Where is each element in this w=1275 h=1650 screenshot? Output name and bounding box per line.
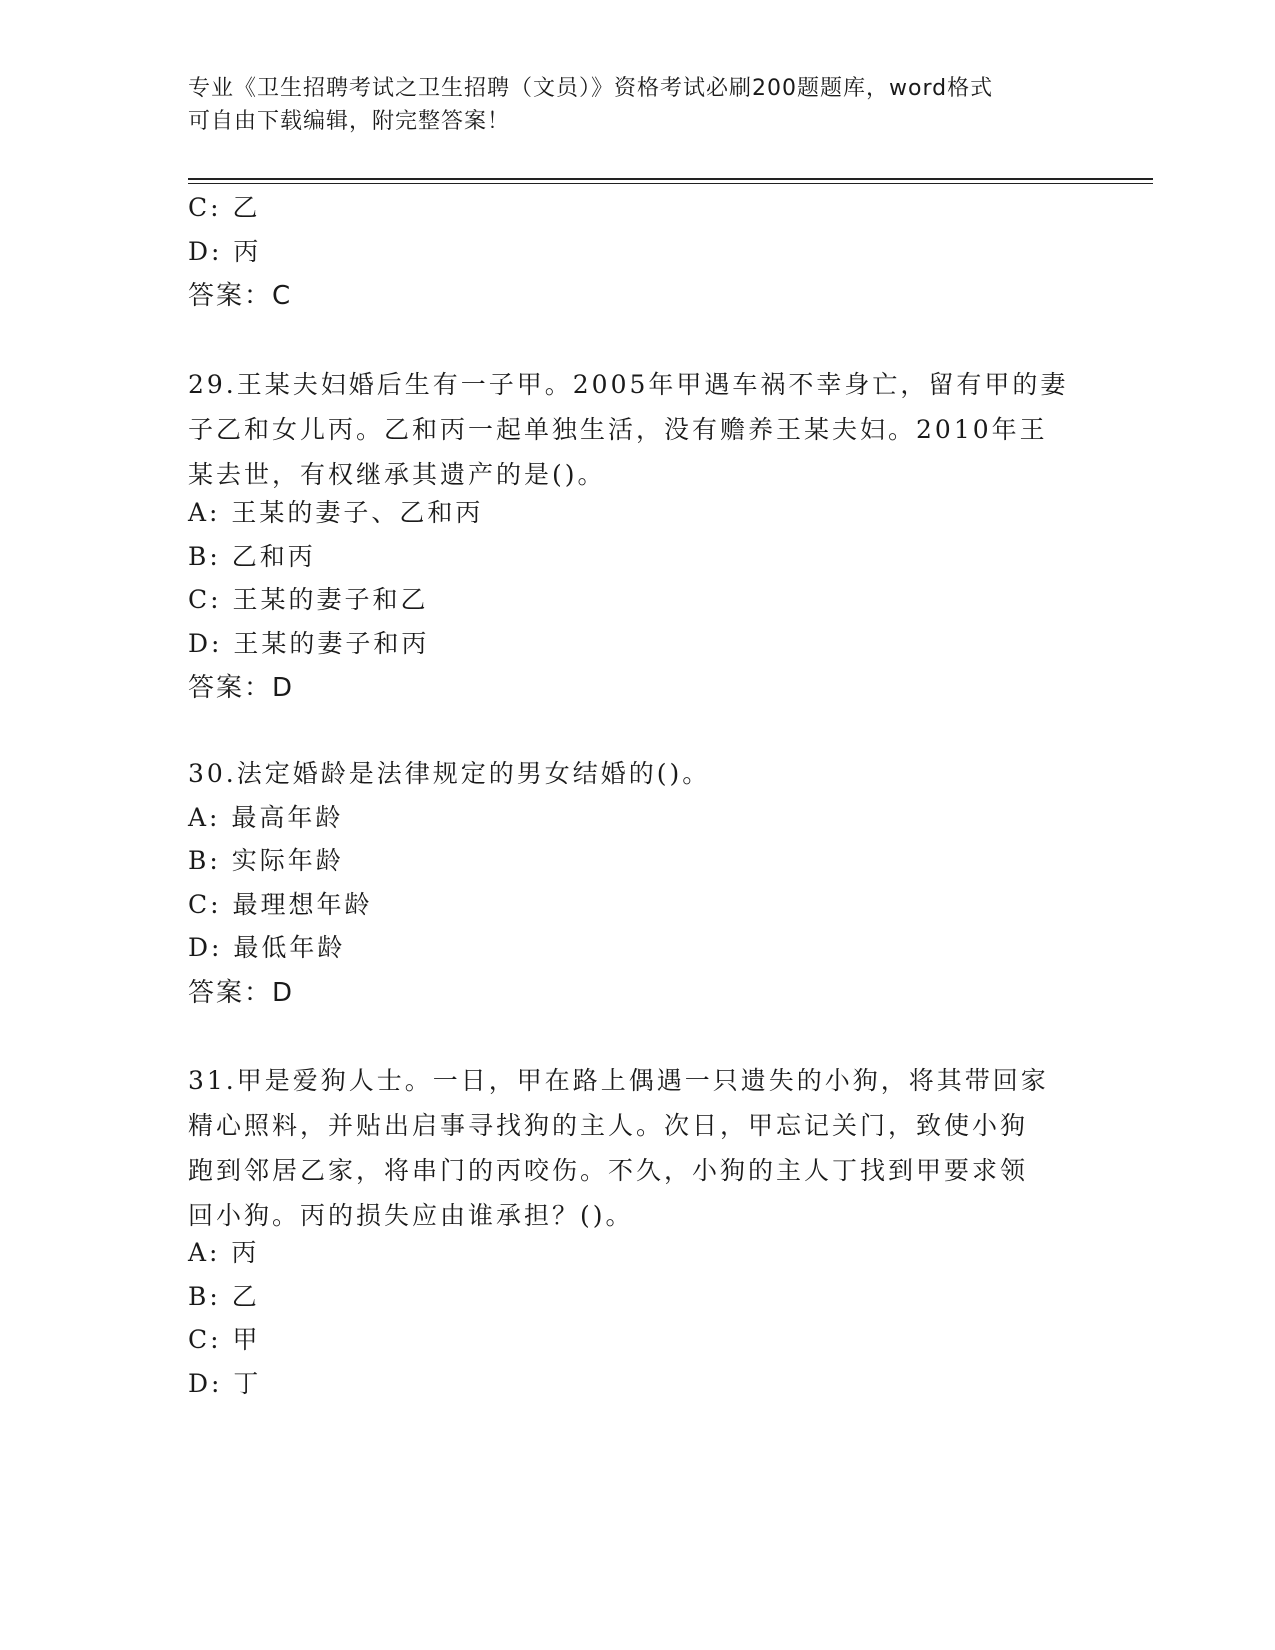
question-30-option-b: B: 实际年龄 [188, 846, 344, 875]
question-31-line-2: 精心照料，并贴出启事寻找狗的主人。次日，甲忘记关门，致使小狗 [188, 1111, 1029, 1140]
page-header [188, 72, 1088, 138]
header-rule-thick [188, 178, 1153, 180]
question-29-line-3: 某去世，有权继承其遗产的是()。 [188, 460, 606, 489]
question-29-answer: 答案：D [188, 673, 295, 703]
prev-option-c: C: 乙 [188, 193, 261, 222]
question-31-option-d: D: 丁 [188, 1369, 262, 1398]
header-rule-thin [188, 183, 1153, 184]
prev-option-d: D: 丙 [188, 237, 262, 266]
question-29-option-a: A: 王某的妻子、乙和丙 [188, 498, 484, 527]
question-30-stem: 30.法定婚龄是法律规定的男女结婚的()。 [188, 759, 711, 788]
question-31-option-a: A: 丙 [188, 1238, 260, 1267]
question-31-line-1: 31.甲是爱狗人士。一日，甲在路上偶遇一只遗失的小狗，将其带回家 [188, 1066, 1049, 1095]
question-31-stem [188, 1058, 1088, 1238]
question-30-option-d: D: 最低年龄 [188, 933, 346, 962]
question-30-answer: 答案：D [188, 978, 295, 1008]
question-29-option-c: C: 王某的妻子和乙 [188, 585, 429, 614]
question-30-option-c: C: 最理想年龄 [188, 890, 373, 919]
question-29-line-1: 29.王某夫妇婚后生有一子甲。2005年甲遇车祸不幸身亡，留有甲的妻 [188, 370, 1069, 399]
prev-answer: 答案：C [188, 281, 293, 311]
header-line-1: 专业《卫生招聘考试之卫生招聘（文员）》资格考试必刷200题题库，word格式 [188, 76, 994, 101]
question-29-stem [188, 362, 1088, 497]
question-31-line-3: 跑到邻居乙家，将串门的丙咬伤。不久，小狗的主人丁找到甲要求领 [188, 1156, 1029, 1185]
question-30-option-a: A: 最高年龄 [188, 803, 344, 832]
question-31-option-c: C: 甲 [188, 1325, 261, 1354]
question-29-option-d: D: 王某的妻子和丙 [188, 629, 430, 658]
question-29-line-2: 子乙和女儿丙。乙和丙一起单独生活，没有赡养王某夫妇。2010年王 [188, 415, 1048, 444]
question-29-option-b: B: 乙和丙 [188, 542, 316, 571]
header-line-2: 可自由下载编辑，附完整答案！ [188, 109, 511, 134]
question-31-option-b: B: 乙 [188, 1282, 260, 1311]
question-31-line-4: 回小狗。丙的损失应由谁承担？()。 [188, 1201, 634, 1230]
